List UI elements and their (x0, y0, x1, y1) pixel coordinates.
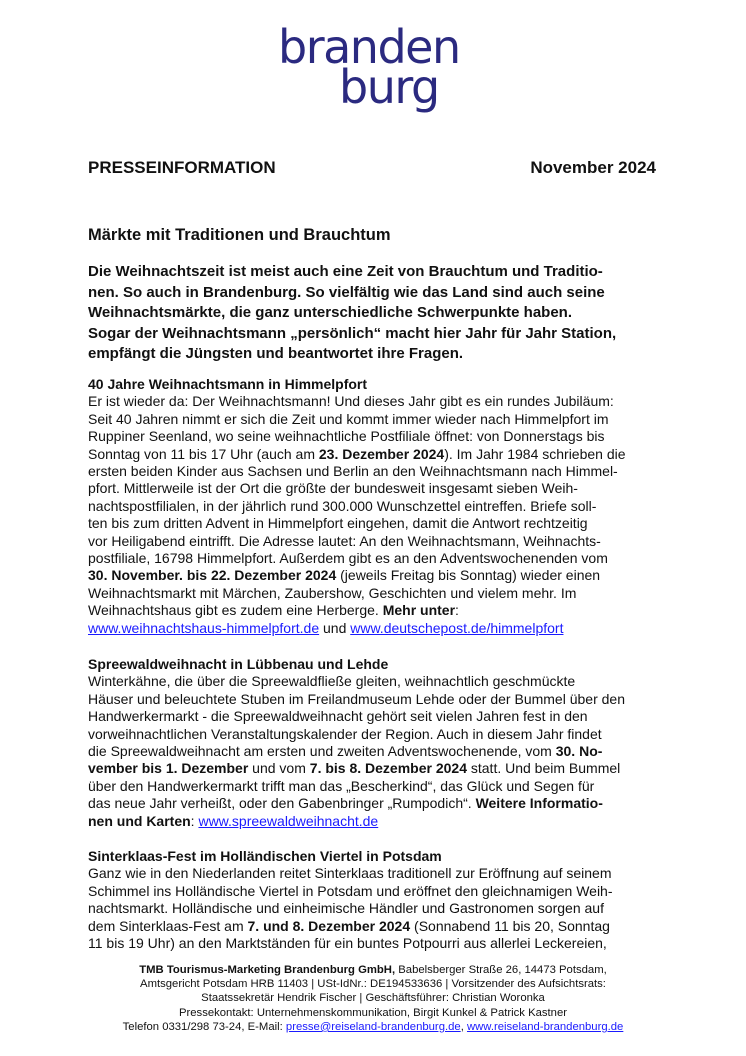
body-line (88, 567, 626, 584)
text-run: Ganz wie in den Niederlanden reitet Sinterklaas traditionell zur Eröffnung auf seinem (88, 865, 612, 882)
text-run: Sonntag von 11 bis 17 Uhr (auch am (88, 445, 319, 462)
section-heading: Sinterklaas-Fest im Holländischen Viertel in Potsdam (88, 848, 442, 864)
footer-email-link[interactable]: presse@reiseland-brandenburg.de (285, 1020, 461, 1033)
body-line (88, 883, 613, 900)
text-run: Seit 40 Jahren nimmt er sich die Zeit und kommt immer wieder nach Himmelpfort im (88, 410, 609, 427)
text-run: vorweihnachtlichen Veranstaltungskalender der Region. Auch in diesem Jahr findet (88, 725, 602, 742)
footer-separator: , (460, 1020, 467, 1033)
page-title: Märkte mit Traditionen und Brauchtum (88, 226, 391, 244)
body-line (88, 393, 626, 410)
section-heading: 40 Jahre Weihnachtsmann in Himmelpfort (88, 376, 368, 392)
text-run: dem Sinterklaas-Fest am (88, 917, 248, 934)
bold-text: 7. und 8. Dezember 2024 (247, 917, 411, 934)
text-run: Schimmel ins Holländische Viertel in Potsdam und eröffnet den gleichnamigen Weih- (88, 882, 613, 899)
bold-text: 7. bis 8. Dezember 2024 (309, 760, 467, 777)
text-run: Ruppiner Seenland, wo seine weihnachtliche Postfiliale öffnet: von Donnerstags bis (88, 428, 605, 445)
body-line (88, 726, 625, 743)
text-run: pfort. Mittlerweile ist der Ort die größte der bundesweit insgesamt sieben Weih- (88, 480, 578, 497)
bold-text: nen und Karten (88, 812, 191, 829)
footer-address: Babelsberger Straße 26, 14473 Potsdam, (395, 964, 607, 976)
text-run: ersten beiden Kinder aus Sachsen und Berlin an den Weihnachtsmann nach Himmel- (88, 463, 618, 480)
body-line (88, 515, 626, 532)
text-run: nachtspostfilialen, in der jährlich rund 300.000 Wunschzettel eintreffen. Briefe soll- (88, 497, 597, 514)
text-run: Er ist wieder da: Der Weihnachtsmann! Und dieses Jahr gibt es ein rundes Jubiläum: (88, 393, 614, 410)
footer-press-contact: Pressekontakt: Unternehmenskommunikation, Birgit Kunkel & Patrick Kastner (178, 1006, 568, 1019)
body-line (88, 708, 625, 725)
body-line (88, 865, 613, 882)
text-run: Winterkähne, die über die Spreewaldfließe gleiten, weihnachtlich geschmückte (88, 673, 576, 690)
body-line (88, 585, 626, 602)
footer-registry: Amtsgericht Potsdam HRB 11403 | USt-IdNr.: DE194533636 | Vorsitzender des Aufsichtsrats: (140, 978, 606, 991)
text-run: über den Handwerkermarkt trifft man das „Bescherkind“, das Glück und Segen für (88, 777, 595, 794)
text-run: vor Heiligabend eintrifft. Die Adresse lautet: An den Weihnachtsmann, Weihnachts- (88, 532, 601, 549)
text-run: Weihnachtshaus gibt es zudem eine Herberge. (88, 602, 383, 619)
text-run: Häuser und beleuchtete Stuben im Freilandmuseum Lehde oder der Bummel über den (88, 690, 625, 707)
footer-phone: Telefon 0331/298 73-24, E-Mail: (122, 1020, 286, 1033)
text-run: und (319, 619, 351, 636)
bold-text: Weitere Informatio- (475, 795, 603, 812)
section-heading: Spreewaldweihnacht in Lübbenau und Lehde (88, 656, 389, 672)
section-spreewald (88, 656, 625, 830)
release-date: November 2024 (530, 158, 656, 177)
bold-text: 23. Dezember 2024 (318, 445, 445, 462)
text-run: und vom (248, 760, 310, 777)
body-line (88, 900, 613, 917)
text-run: (Sonnabend 11 bis 20, Sonntag (410, 917, 610, 934)
text-run: Weihnachtsmarkt mit Märchen, Zaubershow, Geschichten und vielem mehr. Im (88, 584, 577, 601)
text-run: : (190, 812, 199, 829)
body-line (88, 778, 625, 795)
lead-line: Weihnachtsmärkte, die ganz unterschiedliche Schwerpunkte haben. (88, 304, 573, 321)
bold-text: 30. No- (555, 743, 603, 760)
logo-line-1: branden (278, 20, 460, 74)
text-run: : (455, 602, 459, 619)
body-line (88, 760, 625, 777)
text-run: postfiliale, 16798 Himmelpfort. Außerdem gibt es an den Adventswochenenden vom (88, 550, 608, 567)
footer-management: Staatssekretär Hendrik Fischer | Geschäftsführer: Christian Woronka (201, 992, 545, 1005)
document-header (88, 158, 656, 178)
section-himmelpfort (88, 376, 626, 637)
body-line (88, 673, 625, 690)
footer-website-link[interactable]: www.reiseland-brandenburg.de (466, 1020, 624, 1033)
text-run: die Spreewaldweihnacht am ersten und zweiten Adventswochenende, vom (88, 743, 556, 760)
footer (60, 963, 686, 1034)
body-line (88, 411, 626, 428)
section-sinterklaas (88, 848, 613, 952)
lead-line: Die Weihnachtszeit ist meist auch eine Zeit von Brauchtum und Traditio- (88, 263, 603, 280)
web-link[interactable]: www.spreewaldweihnacht.de (198, 812, 379, 829)
body-line (88, 935, 613, 952)
text-run: (jeweils Freitag bis Sonntag) wieder einen (336, 567, 601, 584)
body-line (88, 602, 626, 619)
body-line (88, 533, 626, 550)
text-run: nachtsmarkt. Holländische und einheimische Händler und Gastronomen sorgen auf (88, 900, 604, 917)
body-line (88, 480, 626, 497)
web-link[interactable]: www.weihnachtshaus-himmelpfort.de (88, 619, 320, 636)
web-link[interactable]: www.deutschepost.de/himmelpfort (350, 619, 564, 636)
bold-text: 30. November. bis 22. Dezember 2024 (88, 567, 337, 584)
body-line (88, 918, 613, 935)
body-line (88, 813, 625, 830)
lead-line: empfängt die Jüngsten und beantwortet ihre Fragen. (88, 345, 464, 362)
body-line (88, 795, 625, 812)
bold-text: Mehr unter (382, 602, 456, 619)
text-run: ). Im Jahr 1984 schrieben die (444, 445, 626, 462)
footer-company: TMB Tourismus-Marketing Brandenburg GmbH, (139, 964, 396, 976)
lead-paragraph (88, 262, 616, 365)
logo-line-2: burg (339, 60, 439, 114)
body-line (88, 743, 625, 760)
press-info-label: PRESSEINFORMATION (88, 158, 276, 177)
bold-text: vember bis 1. Dezember (88, 760, 249, 777)
body-line (88, 550, 626, 567)
body-line (88, 428, 626, 445)
text-run: ten bis zum dritten Advent in Himmelpfort eingehen, damit die Antwort rechtzeitig (88, 515, 588, 532)
text-run: statt. Und beim Bummel (466, 760, 621, 777)
lead-line: nen. So auch in Brandenburg. So vielfältig wie das Land sind auch seine (88, 283, 605, 301)
text-run: das neue Jahr verheißt, oder den Gabenbringer „Rumpodich“. (88, 795, 476, 812)
text-run: 11 bis 19 Uhr) an den Marktständen für ein buntes Potpourri aus allerlei Leckereien, (88, 935, 607, 952)
body-line (88, 446, 626, 463)
text-run: Handwerkermarkt - die Spreewaldweihnacht gehört seit vielen Jahren fest in den (88, 708, 588, 725)
body-line (88, 498, 626, 515)
body-line (88, 691, 625, 708)
body-line (88, 463, 626, 480)
lead-line: Sogar der Weihnachtsmann „persönlich“ macht hier Jahr für Jahr Station, (88, 324, 617, 342)
body-line (88, 620, 626, 637)
brandenburg-logo (278, 20, 462, 114)
